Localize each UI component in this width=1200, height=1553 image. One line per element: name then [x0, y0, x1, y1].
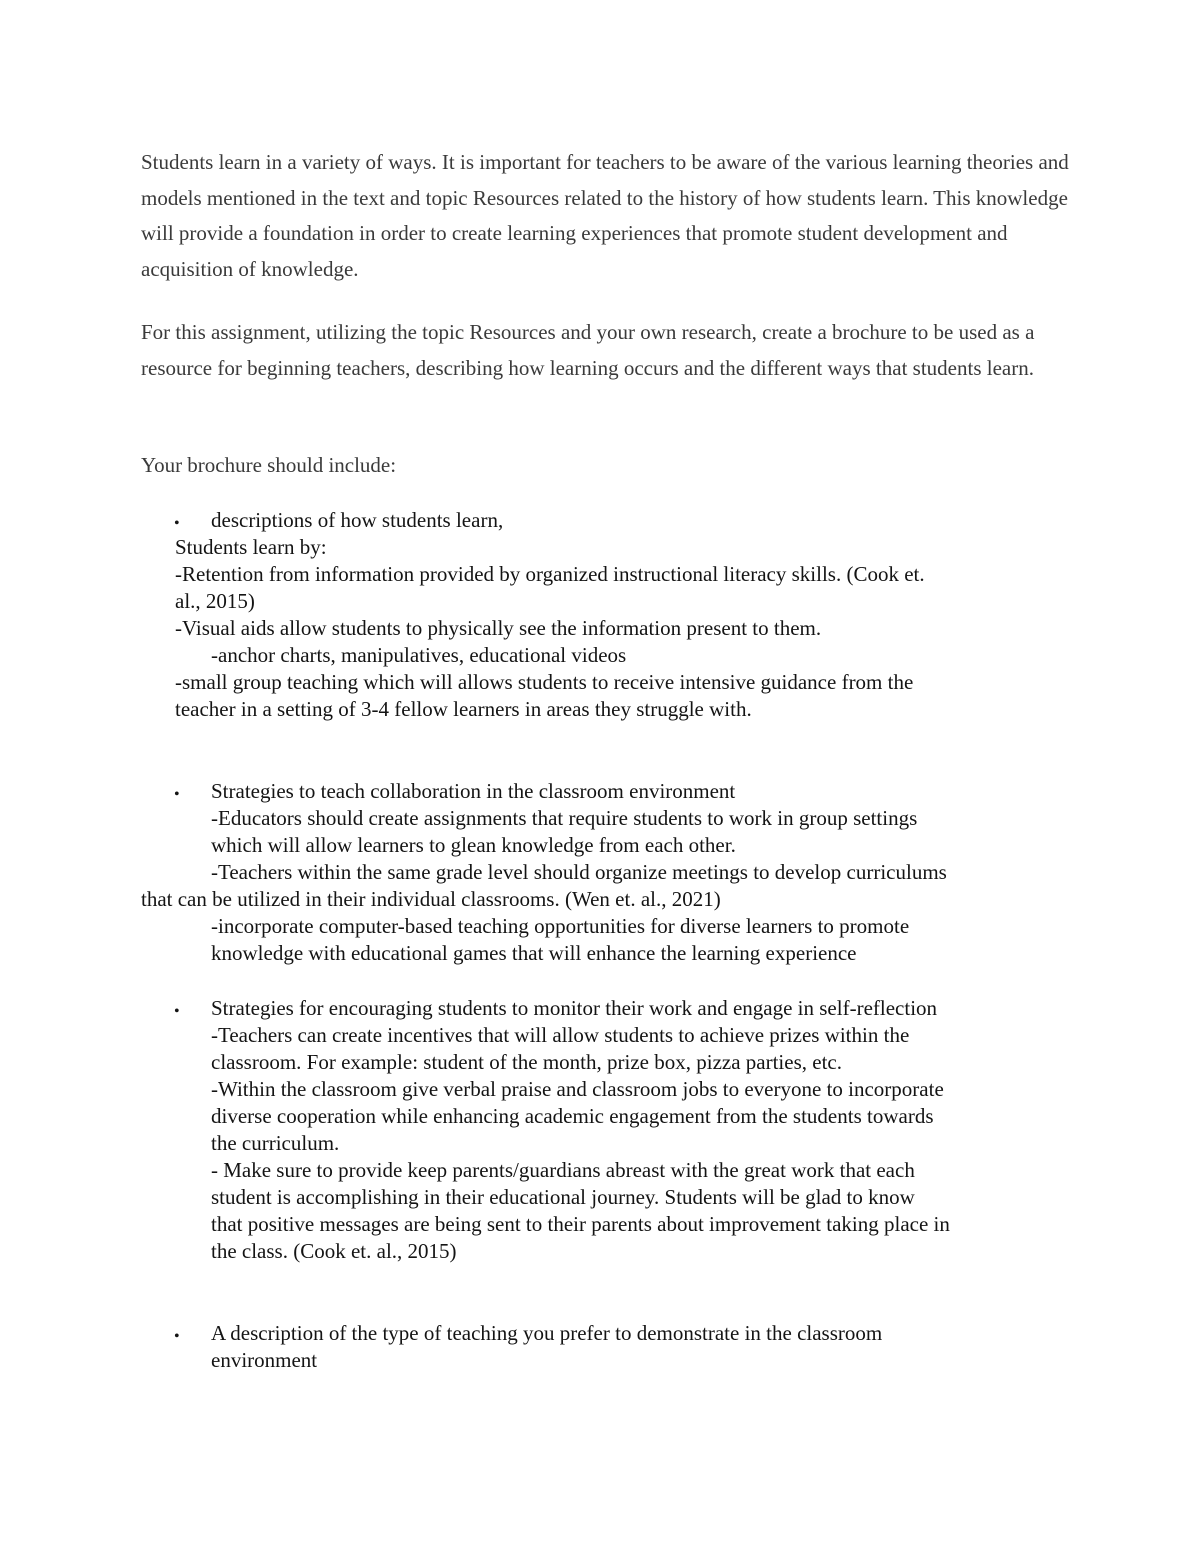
- section-heading: Strategies for encouraging students to monitor their work and engage in self-reflection: [211, 996, 938, 1020]
- bullet-marker: •: [174, 515, 180, 532]
- text-line: -anchor charts, manipulatives, educational videos: [211, 643, 627, 667]
- intro-paragraph-1: Students learn in a variety of ways. It is important for teachers to be aware of the various learning theories and models mentioned in the text and topic Resources related to the history of how students learn. This knowledge will provide a foundation in order to create learning experiences that promote student development and acquisition of knowledge.: [141, 150, 1069, 281]
- text-line: -Teachers within the same grade level should organize meetings to develop curriculums: [211, 860, 947, 884]
- text-line: that positive messages are being sent to their parents about improvement taking place in: [211, 1212, 950, 1236]
- section-heading: environment: [211, 1348, 318, 1372]
- text-line: - Make sure to provide keep parents/guardians abreast with the great work that each: [211, 1158, 915, 1182]
- text-line: the class. (Cook et. al., 2015): [211, 1239, 457, 1263]
- text-line: -Visual aids allow students to physically see the information present to them.: [175, 616, 822, 640]
- text-line: student is accomplishing in their educational journey. Students will be glad to know: [211, 1185, 915, 1209]
- text-line: the curriculum.: [211, 1131, 340, 1155]
- text-line: which will allow learners to glean knowledge from each other.: [211, 833, 736, 857]
- intro-paragraph-3: Your brochure should include:: [141, 453, 397, 477]
- section-heading: A description of the type of teaching you prefer to demonstrate in the classroom: [211, 1321, 883, 1345]
- text-line: Students learn by:: [175, 535, 327, 559]
- text-line: teacher in a setting of 3-4 fellow learners in areas they struggle with.: [175, 697, 752, 721]
- intro-paragraph-2: For this assignment, utilizing the topic Resources and your own research, create a brochure to be used as a resource for beginning teachers, describing how learning occurs and the different ways that students learn.: [141, 320, 1035, 380]
- text-line: diverse cooperation while enhancing academic engagement from the students towards: [211, 1104, 934, 1128]
- text-line: -Within the classroom give verbal praise and classroom jobs to everyone to incorporate: [211, 1077, 944, 1101]
- text-line: knowledge with educational games that will enhance the learning experience: [211, 941, 857, 965]
- text-line: -incorporate computer-based teaching opportunities for diverse learners to promote: [211, 914, 910, 938]
- bullet-marker: •: [174, 1328, 180, 1345]
- section-heading: descriptions of how students learn,: [211, 508, 504, 532]
- text-line: -Teachers can create incentives that will allow students to achieve prizes within the: [211, 1023, 910, 1047]
- text-line: that can be utilized in their individual classrooms. (Wen et. al., 2021): [141, 887, 721, 911]
- text-line: -small group teaching which will allows students to receive intensive guidance from the: [175, 670, 914, 694]
- text-line: -Educators should create assignments that require students to work in group settings: [211, 806, 918, 830]
- bullet-marker: •: [174, 1003, 180, 1020]
- bullet-marker: •: [174, 786, 180, 803]
- text-line: al., 2015): [175, 589, 255, 613]
- text-line: -Retention from information provided by organized instructional literacy skills. (Cook et.: [175, 562, 925, 586]
- section-heading: Strategies to teach collaboration in the classroom environment: [211, 779, 736, 803]
- text-line: classroom. For example: student of the month, prize box, pizza parties, etc.: [211, 1050, 842, 1074]
